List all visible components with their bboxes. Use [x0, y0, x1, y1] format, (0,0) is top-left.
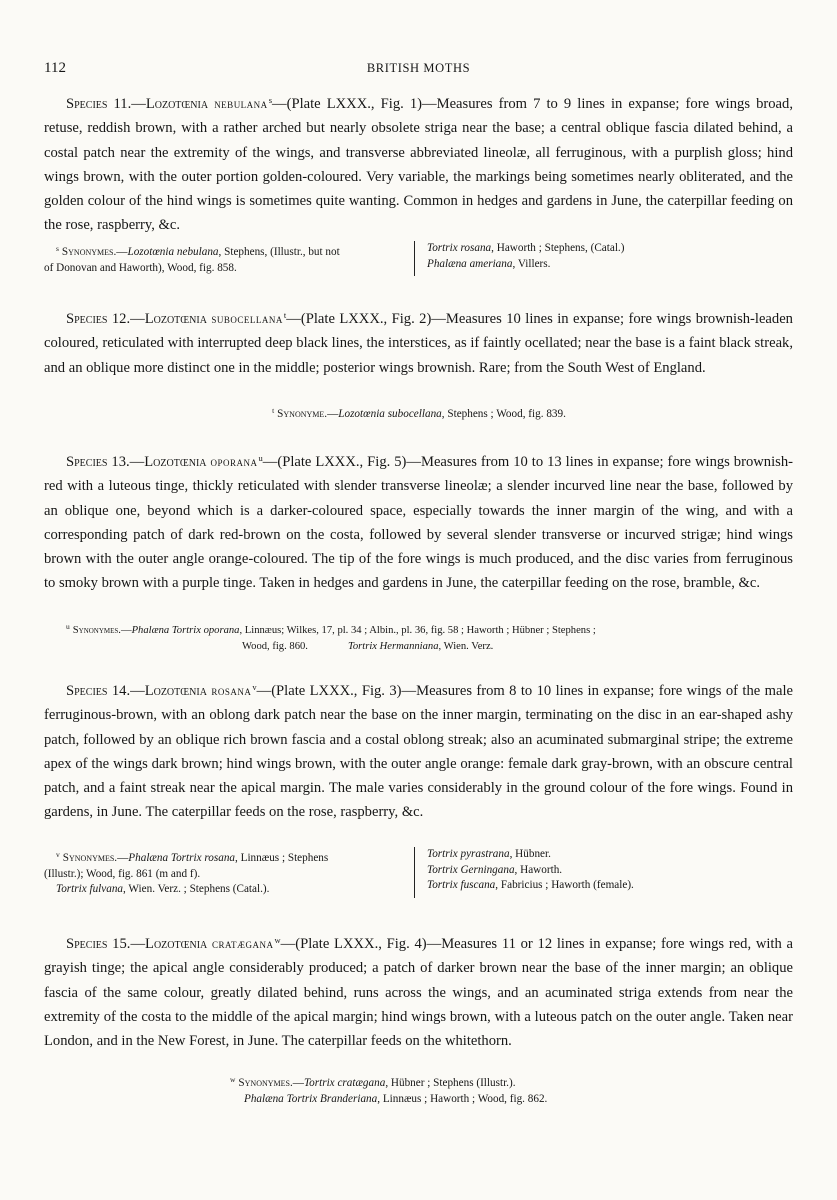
- syn-text: , Linnæus ; Stephens: [235, 852, 329, 864]
- synonymes-keyword: Synonymes.: [62, 852, 118, 864]
- species-name: subocellana: [211, 312, 283, 326]
- footnote-mark: w: [230, 1075, 236, 1084]
- species-label: Species 14.: [66, 683, 131, 699]
- syn-text: , Wien. Verz. ; Stephens (Catal.).: [123, 883, 270, 895]
- species-12-description: [44, 303, 793, 380]
- footnote-mark: t: [272, 406, 275, 415]
- species-11-description: [44, 88, 793, 238]
- footnote-mark: u: [66, 622, 70, 631]
- syn-taxon: Lozotœnia subocellana: [338, 408, 442, 420]
- species-14-synonymes: [44, 847, 794, 898]
- species-15-description: [44, 928, 793, 1053]
- syn-taxon: Lozotœnia nebulana: [127, 246, 219, 258]
- syn-text: , Hübner ; Stephens (Illustr.).: [385, 1077, 516, 1089]
- syn-text: , Stephens, (Illustr., but not: [218, 246, 340, 258]
- syn-dash: —: [116, 246, 128, 258]
- synonymes-keyword: Synonymes.: [72, 625, 121, 636]
- syn-taxon: Tortrix fulvana: [56, 883, 124, 895]
- species-11-synonymes: [44, 241, 794, 276]
- species-12-synonyme: [44, 403, 794, 423]
- species-genus: —Lozotœnia: [130, 936, 208, 952]
- syn-taxon: Tortrix Hermanniana: [347, 640, 439, 652]
- syn-text: , Hübner.: [509, 848, 551, 860]
- species-label: Species 11.: [66, 96, 132, 112]
- syn-taxon: Tortrix cratægana: [303, 1077, 386, 1089]
- syn-taxon: Phalæna Tortrix Branderiana: [244, 1092, 378, 1105]
- species-body: —(Plate LXXX., Fig. 3)—Measures from 8 to 10 lines in expanse; fore wings of the male ferruginous-brown, with an oblong dark patch near the base on the inner margin, terminating on the disc in an ear-shaped ashy patch, followed by an oblique rich brown fascia and a costal oblong streak; also an acuminated submarginal stripe; the extreme apex of the wings dark brown; hind wings brown, with the outer angle orange: female dark gray-brown, with an obscure central patch, and a faint streak near the apical margin. The male varies considerably in the ground colour of the fore wings. Found in gardens, in June. The caterpillar feeds on the rose, raspberry, &c.: [44, 683, 793, 821]
- syn-text: , Haworth.: [514, 863, 563, 876]
- syn-taxon: Phalæna Tortrix rosana: [128, 852, 236, 864]
- species-14-entry: [44, 675, 793, 825]
- syn-text: (Illustr.); Wood, fig. 861 (m and f).: [44, 867, 201, 880]
- footnote-mark: s: [56, 244, 59, 253]
- species-body: —(Plate LXXX., Fig. 2)—Measures 10 lines in expanse; fore wings brownish-leaden coloured, reticulated with interrupted deep black lines, the interstices, as if faintly ocellated; near the base is a faint black streak, and an oblique more distinct one in the middle; posterior wings brownish. Rare; from the South West of England.: [44, 311, 793, 376]
- species-genus: —Lozotœnia: [129, 454, 207, 470]
- synonymes-keyword: Synonymes.: [238, 1077, 293, 1089]
- species-15-entry: [44, 928, 793, 1053]
- footnote-mark: u: [258, 453, 263, 463]
- syn-text: , Haworth ; Stephens, (Catal.): [491, 242, 625, 254]
- footnote-mark: v: [56, 850, 60, 859]
- syn-taxon: Phalæna Tortrix oporana: [131, 625, 240, 636]
- syn-taxon: Tortrix Gerningana: [427, 863, 515, 876]
- syn-taxon: Tortrix rosana: [427, 242, 492, 254]
- species-body: —(Plate LXXX., Fig. 5)—Measures from 10 to 13 lines in expanse; fore wings brownish-red with a luteous tinge, thickly reticulated with slender transverse lineolæ; a slender incurved line near the base, followed by an oblique one, beyond which is a darker-coloured space, especially towards the inner margin of the wing, and with a corresponding patch of dark red-brown on the costa, followed by several slender transverse or incurved strigæ; hind wings brown with the outer angle orange-coloured. The tip of the fore wings is much produced, and the disc varies from ferruginous to smoky brown with a purple tinge. Taken in hedges and gardens in June, the caterpillar feeding on the rose, bramble, &c.: [44, 454, 793, 592]
- synonyme-keyword: Synonyme.: [277, 408, 328, 420]
- syn-text: , Wien. Verz.: [438, 640, 494, 652]
- species-label: Species 15.: [66, 936, 131, 952]
- species-genus: —Lozotœnia: [130, 311, 207, 327]
- species-name: rosana: [211, 684, 252, 698]
- syn-dash: —: [327, 408, 339, 420]
- syn-text: , Linnæus ; Haworth ; Wood, fig. 862.: [377, 1092, 548, 1105]
- species-body: —(Plate LXXX., Fig. 4)—Measures 11 or 12 lines in expanse; fore wings red, with a grayish tinge; the apical angle considerably produced; a patch of darker brown near the base of the inner margin; an oblique fascia of the same colour, greatly dilated behind, runs across the wings, and an acuminated striga extends from near the extremity of the costa to the middle of the apical margin; hind wings brown, with a luteous patch on the outer angle. Taken near London, and in the New Forest, in June. The caterpillar feeds on the whitethorn.: [44, 936, 793, 1050]
- syn-text: , Villers.: [512, 257, 551, 270]
- syn-dash: —: [117, 852, 129, 864]
- species-name: cratægana: [212, 937, 274, 951]
- syn-text: of Donovan and Haworth), Wood, fig. 858.: [44, 261, 237, 274]
- footnote-mark: s: [268, 95, 272, 105]
- syn-taxon: Phalæna ameriana: [427, 257, 513, 270]
- footnote-mark: v: [252, 682, 257, 692]
- species-13-description: [44, 446, 793, 596]
- syn-text: , Stephens ; Wood, fig. 839.: [441, 408, 566, 420]
- syn-dash: —: [292, 1077, 304, 1089]
- synonymes-keyword: Synonymes.: [61, 246, 117, 258]
- species-body: —(Plate LXXX., Fig. 1)—Measures from 7 to 9 lines in expanse; fore wings broad, retuse, reddish brown, with a rather arched but nearly obsolete striga near the base; a central oblique fascia dilated behind, a costal patch near the extremity of the wings, and transverse abbreviated lineolæ, all ferruginous, with a purplish gloss; hind wings brown, with the outer portion golden-coloured. Very variable, the markings being sometimes nearly obliterated, and the golden colour of the hind wings is sometimes quite wanting. Common in hedges and gardens in June, the caterpillar feeding on the rose, raspberry, &c.: [44, 96, 793, 234]
- species-genus: —Lozotœnia: [130, 683, 207, 699]
- syn-text: , Linnæus; Wilkes, 17, pl. 34 ; Albin., pl. 36, fig. 58 ; Haworth ; Hübner ; Stephens ;: [239, 625, 596, 636]
- running-head: BRITISH MOTHS: [366, 61, 471, 75]
- species-name: nebulana: [214, 97, 268, 111]
- syn-dash: —: [120, 625, 132, 636]
- page-header: [44, 60, 793, 82]
- species-label: Species 13.: [66, 454, 130, 470]
- species-14-description: [44, 675, 793, 825]
- syn-text: Wood, fig. 860.: [242, 640, 308, 652]
- species-13-entry: [44, 446, 793, 596]
- page-number: 112: [44, 60, 66, 76]
- species-13-synonymes: [44, 619, 794, 654]
- syn-taxon: Tortrix pyrastrana: [427, 848, 510, 860]
- syn-text: , Fabricius ; Haworth (female).: [495, 879, 634, 891]
- species-12-entry: [44, 303, 793, 380]
- species-name: oporana: [210, 455, 258, 469]
- footnote-mark: w: [274, 935, 281, 945]
- species-15-synonymes: [230, 1072, 770, 1107]
- syn-taxon: Tortrix fuscana: [427, 879, 496, 891]
- species-genus: —Lozotœnia: [131, 96, 209, 112]
- species-label: Species 12.: [66, 311, 131, 327]
- footnote-mark: t: [283, 310, 287, 320]
- species-11-entry: [44, 88, 793, 238]
